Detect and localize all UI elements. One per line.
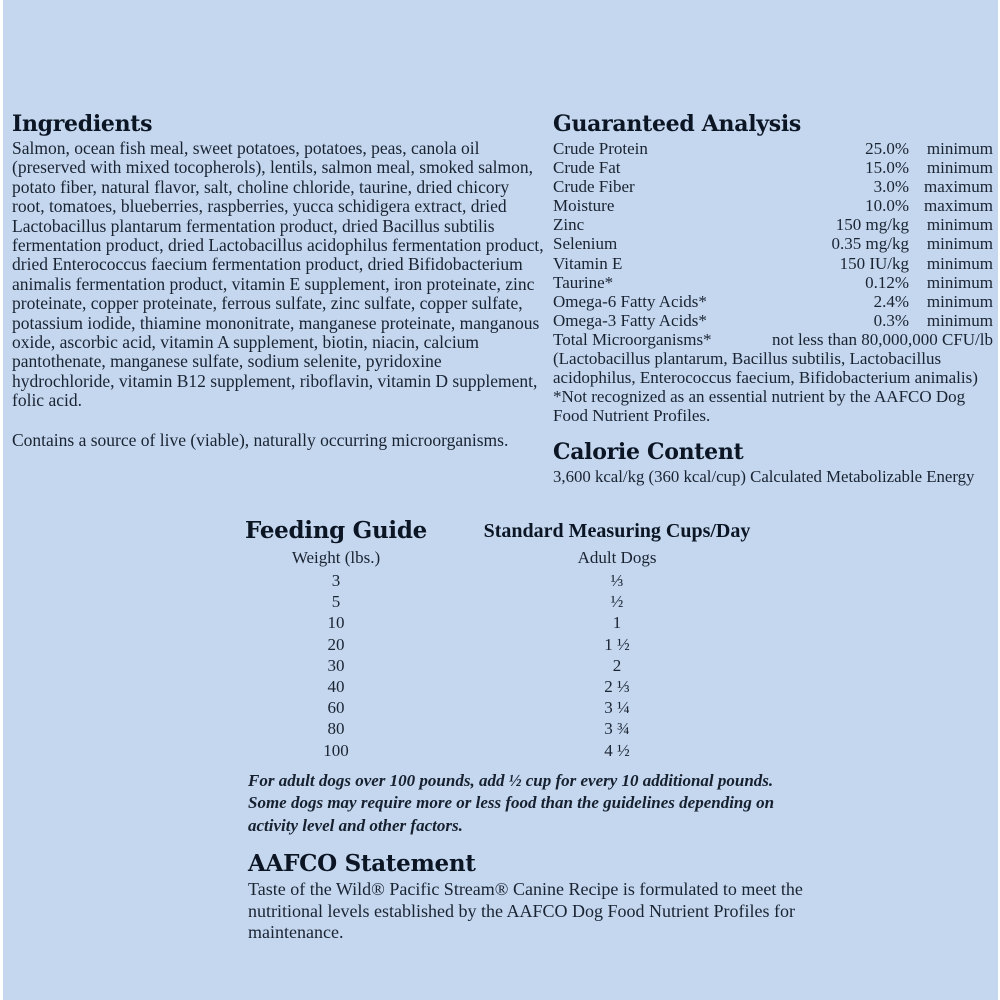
table-row bbox=[553, 273, 993, 292]
ingredients-list: Salmon, ocean fish meal, sweet potatoes, potatoes, peas, canola oil (preserved with mixed tocopherols), lentils, salmon meal, smoked salmon, potato fiber, natural flavor, salt, choline chloride, taurine, dried chicory root, tomatoes, blueberries, raspberries, yucca schidigera extract, dried Lactobacillus plantarum fermentation product, dried Bacillus subtilis fermentation product, dried Lactobacillus acidophilus fermentation product, dried Enterococcus faecium fermentation product, dried Bifidobacterium animalis fermentation product, vitamin E supplement, iron proteinate, zinc proteinate, copper proteinate, ferrous sulfate, zinc sulfate, copper sulfate, potassium iodide, thiamine mononitrate, manganese proteinate, manganous oxide, ascorbic acid, vitamin A supplement, biotin, niacin, calcium pantothenate, manganese sulfate, sodium selenite, pyridoxine hydrochloride, vitamin B12 supplement, riboflavin, vitamin D supplement, folic acid. bbox=[12, 138, 544, 411]
table-row bbox=[553, 196, 993, 215]
table-row bbox=[553, 292, 993, 311]
calorie-content-title: Calorie Content bbox=[553, 439, 744, 466]
calorie-content-value: 3,600 kcal/kg (360 kcal/cup) Calculated Metabolizable Energy bbox=[553, 467, 975, 487]
nutrient-qualifier: minimum bbox=[926, 253, 993, 273]
table-row bbox=[553, 311, 993, 330]
weight-value: 10 bbox=[327, 613, 345, 633]
table-row bbox=[553, 158, 993, 177]
ingredients-section bbox=[12, 112, 544, 450]
nutrient-label: Total Microorganisms* bbox=[553, 329, 712, 349]
feeding-guide-title: Feeding Guide bbox=[245, 517, 427, 544]
ingredients-title: Ingredients bbox=[12, 111, 153, 137]
cups-value: ½ bbox=[610, 592, 624, 612]
weight-value: 20 bbox=[327, 634, 345, 654]
nutrient-value: 3.0% bbox=[873, 177, 909, 197]
aafco-statement-section bbox=[245, 852, 805, 944]
cups-value: 3 ¼ bbox=[604, 698, 630, 718]
nutrient-qualifier: minimum bbox=[926, 158, 993, 178]
nutrient-label: Omega-3 Fatty Acids* bbox=[553, 310, 707, 330]
cups-column-header: Adult Dogs bbox=[577, 548, 657, 567]
nutrient-label: Taurine* bbox=[553, 272, 614, 292]
nutrient-value: 10.0% bbox=[865, 196, 909, 216]
weight-value: 3 bbox=[331, 571, 341, 590]
nutrient-qualifier: minimum bbox=[926, 234, 993, 254]
feeding-guide-table bbox=[245, 516, 807, 761]
aafco-statement-body: Taste of the Wild® Pacific Stream® Canine Recipe is formulated to meet the nutritional levels established by the AAFCO Dog Food Nutrient Profiles for maintenance. bbox=[248, 879, 803, 943]
asterisk-footnote: *Not recognized as an essential nutrient by the AAFCO Dog Food Nutrient Profiles. bbox=[553, 387, 966, 426]
weight-column bbox=[245, 516, 427, 761]
nutrient-value: 15.0% bbox=[865, 158, 909, 178]
pet-food-label-back-panel bbox=[3, 0, 998, 1000]
nutrient-value: 150 mg/kg bbox=[835, 215, 909, 235]
cups-column-title: Standard Measuring Cups/Day bbox=[483, 520, 751, 542]
cups-value: 4 ½ bbox=[604, 740, 630, 760]
table-row bbox=[553, 215, 993, 234]
nutrient-qualifier: maximum bbox=[924, 196, 993, 216]
nutrient-label: Omega-6 Fatty Acids* bbox=[553, 291, 707, 311]
nutrient-label: Crude Fiber bbox=[553, 177, 635, 197]
nutrient-value: 0.12% bbox=[865, 272, 909, 292]
cups-value: 2 bbox=[612, 655, 622, 675]
weight-value: 40 bbox=[327, 677, 345, 697]
live-microorganisms-note: Contains a source of live (viable), naturally occurring microorganisms. bbox=[12, 429, 509, 450]
cups-value: 3 ¾ bbox=[604, 719, 630, 739]
microorganisms-species-list: (Lactobacillus plantarum, Bacillus subtilis, Lactobacillus acidophilus, Enterococcus faecium, Bifidobacterium animalis) bbox=[553, 349, 978, 388]
cups-value: 1 ½ bbox=[604, 634, 630, 654]
nutrient-value: 2.4% bbox=[873, 291, 909, 311]
nutrient-label: Moisture bbox=[553, 196, 615, 216]
weight-value: 30 bbox=[327, 655, 345, 675]
cups-value: 2 ⅓ bbox=[604, 677, 630, 697]
nutrient-value: 150 IU/kg bbox=[839, 253, 909, 273]
weight-column-header: Weight (lbs.) bbox=[291, 548, 381, 567]
nutrient-value: 0.3% bbox=[873, 310, 909, 330]
weight-value: 60 bbox=[327, 698, 345, 718]
guaranteed-analysis-section bbox=[553, 112, 993, 486]
cups-column bbox=[427, 516, 807, 761]
weight-value: 5 bbox=[331, 592, 341, 612]
cups-value: 1 bbox=[612, 613, 622, 633]
feeding-guide-note: For adult dogs over 100 pounds, add ½ cup for every 10 additional pounds. Some dogs may require more or less food than the guidelines depending on activity level and other factors. bbox=[248, 770, 775, 836]
nutrient-qualifier: minimum bbox=[926, 139, 993, 158]
nutrient-label: Crude Fat bbox=[553, 158, 621, 178]
nutrient-qualifier: maximum bbox=[924, 177, 993, 197]
nutrient-qualifier: minimum bbox=[926, 291, 993, 311]
guaranteed-analysis-title: Guaranteed Analysis bbox=[553, 111, 801, 137]
aafco-statement-title: AAFCO Statement bbox=[248, 850, 476, 877]
guaranteed-analysis-table bbox=[553, 139, 993, 349]
weight-value: 80 bbox=[327, 719, 345, 739]
table-row bbox=[553, 254, 993, 273]
table-row-total-microorganisms bbox=[553, 330, 993, 349]
nutrient-qualifier: minimum bbox=[926, 310, 993, 330]
table-row bbox=[553, 177, 993, 196]
nutrient-value: 0.35 mg/kg bbox=[831, 234, 909, 254]
nutrient-label: Selenium bbox=[553, 234, 618, 254]
nutrient-label: Zinc bbox=[553, 215, 585, 235]
feeding-guide-section bbox=[245, 516, 807, 838]
nutrient-qualifier: minimum bbox=[926, 215, 993, 235]
nutrient-label: Vitamin E bbox=[553, 253, 623, 273]
nutrient-value: not less than 80,000,000 CFU/lb bbox=[771, 329, 993, 349]
weight-value: 100 bbox=[323, 740, 349, 760]
table-row bbox=[553, 139, 993, 158]
nutrient-value: 25.0% bbox=[865, 139, 909, 158]
nutrient-label: Crude Protein bbox=[553, 139, 648, 158]
nutrient-qualifier: minimum bbox=[926, 272, 993, 292]
table-row bbox=[553, 234, 993, 253]
cups-value: ⅓ bbox=[610, 571, 624, 590]
